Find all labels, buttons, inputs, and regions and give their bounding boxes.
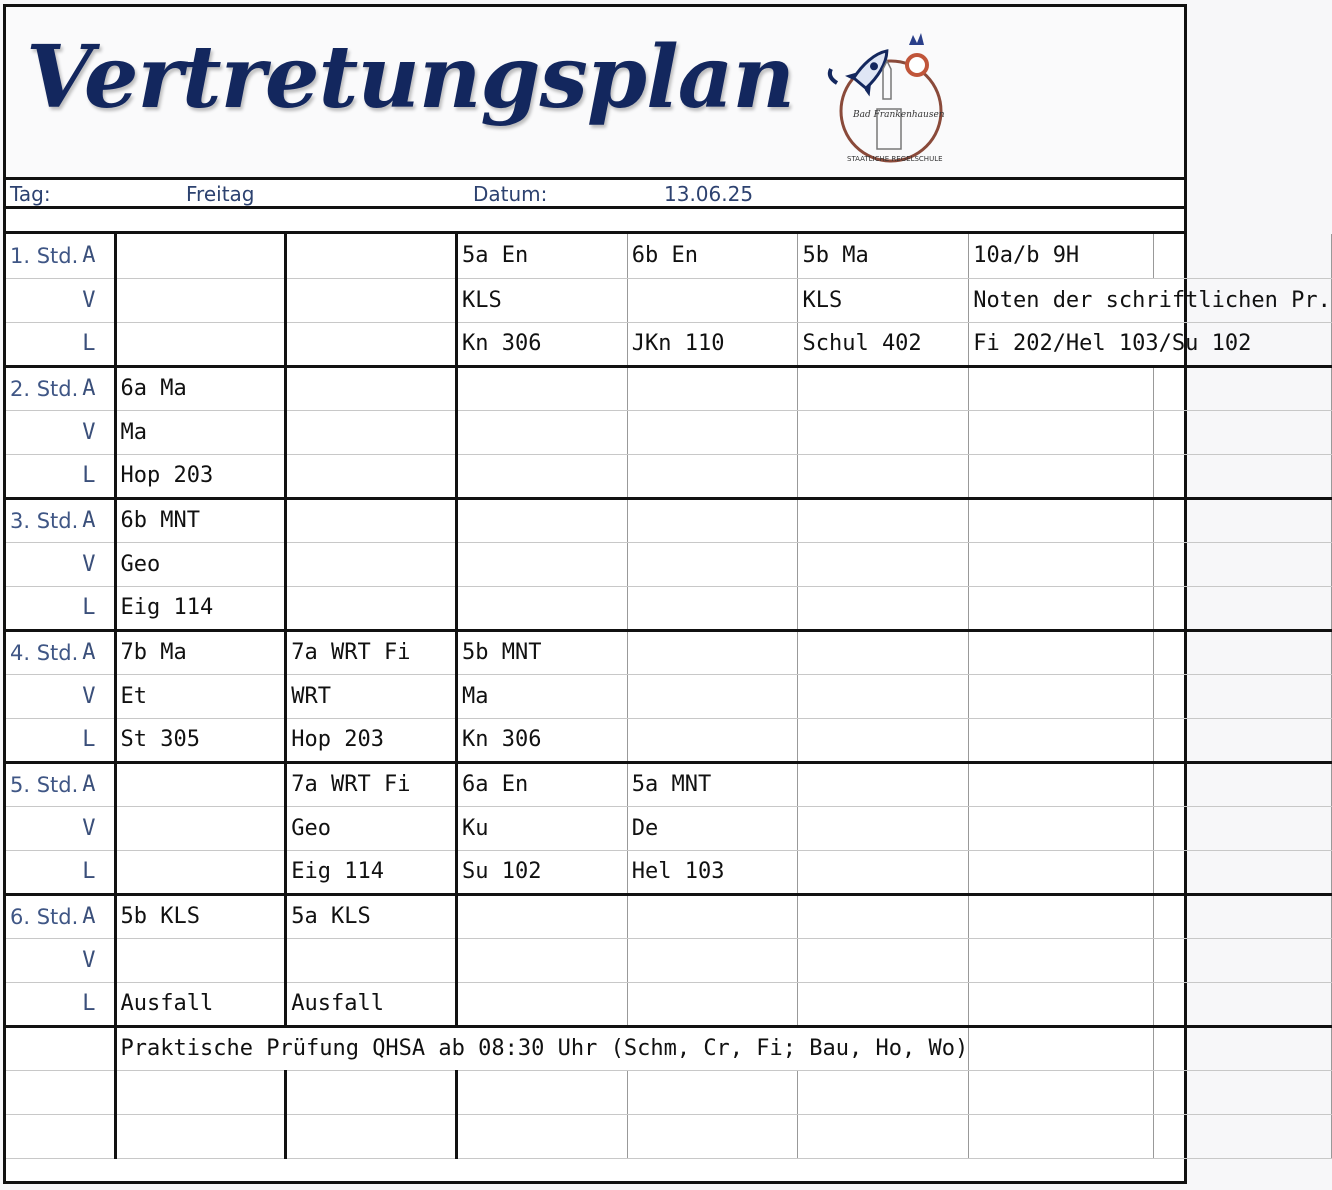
table-row: [6, 542, 1331, 586]
substitution-plan-sheet: [3, 4, 1331, 1184]
schedule-cell: [1154, 454, 1331, 498]
row-type-label: L: [78, 982, 115, 1026]
schedule-cell: [969, 586, 1154, 630]
row-type-label: V: [78, 410, 115, 454]
schedule-cell: 5b Ma: [798, 234, 969, 278]
table-row: [6, 630, 1331, 674]
schedule-cell: [115, 938, 286, 982]
empty-cell: [457, 1114, 628, 1158]
schedule-cell: [627, 278, 798, 322]
empty-cell: [1154, 1114, 1331, 1158]
schedule-cell: [969, 850, 1154, 894]
schedule-cell: [286, 542, 457, 586]
schedule-cell: [798, 850, 969, 894]
empty-cell: [969, 1114, 1154, 1158]
row-type-label: A: [78, 630, 115, 674]
empty-cell: [6, 1070, 115, 1114]
empty-cell: [457, 1070, 628, 1114]
schedule-cell: [969, 498, 1154, 542]
schedule-cell: 6a En: [457, 762, 628, 806]
schedule-cell: [115, 762, 286, 806]
schedule-cell: 7a WRT Fi: [286, 762, 457, 806]
schedule-cell: [457, 410, 628, 454]
empty-cell: [627, 1070, 798, 1114]
table-row: [6, 718, 1331, 762]
schedule-cell: KLS: [798, 278, 969, 322]
schedule-cell: [1154, 630, 1331, 674]
schedule-cell: [1154, 938, 1331, 982]
schedule-cell: [286, 366, 457, 410]
period-label: 4. Std.: [6, 630, 78, 674]
table-row: [6, 454, 1331, 498]
schedule-cell: [969, 542, 1154, 586]
schedule-cell: [1154, 498, 1331, 542]
table-row: [6, 762, 1331, 806]
schedule-cell: [457, 454, 628, 498]
schedule-cell: [969, 366, 1154, 410]
empty-cell: [969, 1026, 1154, 1070]
schedule-table: [6, 234, 1332, 1159]
empty-cell: [1154, 1070, 1331, 1114]
date-row: [6, 180, 1184, 209]
period-label: [6, 674, 78, 718]
period-label: 2. Std.: [6, 366, 78, 410]
period-label: [6, 806, 78, 850]
table-row: [6, 938, 1331, 982]
schedule-cell: [798, 410, 969, 454]
table-row: [6, 498, 1331, 542]
schedule-cell: [798, 894, 969, 938]
empty-cell: [798, 1114, 969, 1158]
schedule-cell: [627, 542, 798, 586]
schedule-cell: [115, 806, 286, 850]
schedule-cell: [1154, 234, 1331, 278]
schedule-cell: 5a MNT: [627, 762, 798, 806]
schedule-cell: [115, 234, 286, 278]
empty-cell: [798, 1070, 969, 1114]
schedule-cell: Ausfall: [286, 982, 457, 1026]
schedule-cell: [457, 542, 628, 586]
schedule-cell: [969, 762, 1154, 806]
schedule-cell: [286, 322, 457, 366]
row-type-label: L: [78, 850, 115, 894]
schedule-cell: [969, 410, 1154, 454]
header: [6, 7, 1184, 180]
schedule-cell: [627, 498, 798, 542]
exam-note: Praktische Prüfung QHSA ab 08:30 Uhr (Schm, Cr, Fi; Bau, Ho, Wo): [115, 1026, 969, 1070]
schedule-cell: KLS: [457, 278, 628, 322]
schedule-cell: [798, 586, 969, 630]
logo-text-top: Bad Frankenhausen: [853, 110, 945, 120]
schedule-cell: [286, 278, 457, 322]
period-label: [6, 718, 78, 762]
table-row: [6, 1026, 1331, 1070]
row-type-label: V: [78, 674, 115, 718]
table-row: [6, 278, 1331, 322]
schedule-cell: [1154, 542, 1331, 586]
period-label: [6, 454, 78, 498]
schedule-cell: Hop 203: [286, 718, 457, 762]
schedule-cell: 5b KLS: [115, 894, 286, 938]
period-label: [6, 410, 78, 454]
row-type-label: L: [78, 718, 115, 762]
spacer-row: [6, 209, 1184, 234]
row-type-label: A: [78, 366, 115, 410]
period-label: [6, 542, 78, 586]
empty-cell: [969, 1070, 1154, 1114]
schedule-cell: [286, 498, 457, 542]
schedule-cell: [457, 586, 628, 630]
schedule-cell: [798, 498, 969, 542]
period-label: [6, 982, 78, 1026]
schedule-cell: 5a KLS: [286, 894, 457, 938]
schedule-cell: [798, 674, 969, 718]
schedule-cell: [798, 806, 969, 850]
schedule-cell: [798, 542, 969, 586]
schedule-cell: [627, 630, 798, 674]
schedule-cell: [1154, 674, 1331, 718]
empty-cell: [6, 1114, 115, 1158]
row-type-label: L: [78, 322, 115, 366]
schedule-cell: [627, 982, 798, 1026]
schedule-cell: Hel 103: [627, 850, 798, 894]
schedule-cell: [627, 410, 798, 454]
table-row: [6, 586, 1331, 630]
schedule-cell: [457, 894, 628, 938]
schedule-cell: [1154, 410, 1331, 454]
schedule-cell: [969, 454, 1154, 498]
schedule-cell: [969, 718, 1154, 762]
row-type-label: V: [78, 278, 115, 322]
schedule-cell: 6b MNT: [115, 498, 286, 542]
schedule-cell: Kn 306: [457, 718, 628, 762]
date-value: 13.06.25: [664, 182, 754, 206]
schedule-cell: Ma: [457, 674, 628, 718]
row-type-label: V: [78, 542, 115, 586]
schedule-cell: [627, 366, 798, 410]
schedule-cell: [286, 410, 457, 454]
table-row: [6, 850, 1331, 894]
empty-cell: [115, 1070, 286, 1114]
page-title: Vertretungsplan: [26, 27, 794, 128]
schedule-cell: [969, 894, 1154, 938]
schedule-cell: [1154, 718, 1331, 762]
schedule-cell: [627, 586, 798, 630]
schedule-cell: [969, 938, 1154, 982]
schedule-cell: Hop 203: [115, 454, 286, 498]
table-row: [6, 366, 1331, 410]
table-row: [6, 894, 1331, 938]
schedule-cell: [627, 894, 798, 938]
schedule-cell: [627, 454, 798, 498]
schedule-cell: [457, 938, 628, 982]
period-label: 5. Std.: [6, 762, 78, 806]
schedule-cell: [969, 806, 1154, 850]
schedule-cell: [627, 938, 798, 982]
schedule-cell: [1154, 762, 1331, 806]
row-type-label: V: [78, 806, 115, 850]
schedule-cell: [1154, 806, 1331, 850]
schedule-cell: Ku: [457, 806, 628, 850]
schedule-cell: [286, 938, 457, 982]
table-row: [6, 1070, 1331, 1114]
row-type-label: L: [78, 454, 115, 498]
table-row: [6, 982, 1331, 1026]
schedule-cell: [1154, 894, 1331, 938]
empty-cell: [115, 1114, 286, 1158]
schedule-cell: 7b Ma: [115, 630, 286, 674]
schedule-cell: 5b MNT: [457, 630, 628, 674]
schedule-cell: [1154, 366, 1331, 410]
schedule-cell: [1154, 586, 1331, 630]
logo-text-ring: STAATLICHE REGELSCHULE: [847, 155, 943, 163]
period-label: 6. Std.: [6, 894, 78, 938]
schedule-cell: Su 102: [457, 850, 628, 894]
schedule-cell: JKn 110: [627, 322, 798, 366]
schedule-cell: De: [627, 806, 798, 850]
schedule-cell: [286, 454, 457, 498]
period-label: 1. Std.: [6, 234, 78, 278]
row-type-label: L: [78, 586, 115, 630]
row-type-label: A: [78, 894, 115, 938]
schedule-cell: [969, 630, 1154, 674]
period-label: [6, 322, 78, 366]
schedule-cell: 7a WRT Fi: [286, 630, 457, 674]
schedule-cell: [969, 674, 1154, 718]
schedule-cell: Fi 202/Hel 103/Su 102: [969, 322, 1332, 366]
schedule-cell: Eig 114: [286, 850, 457, 894]
schedule-cell: Et: [115, 674, 286, 718]
schedule-cell: [798, 454, 969, 498]
schedule-cell: Eig 114: [115, 586, 286, 630]
schedule-cell: [1154, 982, 1331, 1026]
period-label: [6, 850, 78, 894]
date-label: Datum:: [473, 182, 548, 206]
schedule-cell: Kn 306: [457, 322, 628, 366]
empty-cell: [286, 1114, 457, 1158]
table-row: [6, 410, 1331, 454]
schedule-cell: 6a Ma: [115, 366, 286, 410]
schedule-cell: [798, 982, 969, 1026]
schedule-cell: [457, 366, 628, 410]
row-type-label: A: [78, 234, 115, 278]
schedule-cell: Geo: [286, 806, 457, 850]
day-label: Tag:: [10, 182, 51, 206]
schedule-cell: Geo: [115, 542, 286, 586]
schedule-cell: Ma: [115, 410, 286, 454]
period-label: [6, 278, 78, 322]
empty-cell: [627, 1114, 798, 1158]
table-row: [6, 1114, 1331, 1158]
schedule-cell: Ausfall: [115, 982, 286, 1026]
row-type-label: A: [78, 762, 115, 806]
schedule-cell: [457, 982, 628, 1026]
table-row: [6, 806, 1331, 850]
schedule-cell: [1154, 850, 1331, 894]
schedule-cell: Noten der schriftlichen Pr.: [969, 278, 1332, 322]
period-label: 3. Std.: [6, 498, 78, 542]
schedule-cell: [969, 982, 1154, 1026]
empty-cell: [6, 1026, 115, 1070]
day-value: Freitag: [186, 182, 255, 206]
table-row: [6, 234, 1331, 278]
schedule-cell: [115, 322, 286, 366]
period-label: [6, 586, 78, 630]
empty-cell: [286, 1070, 457, 1114]
table-row: [6, 674, 1331, 718]
schedule-cell: [627, 674, 798, 718]
period-label: [6, 938, 78, 982]
schedule-cell: [286, 234, 457, 278]
empty-cell: [1154, 1026, 1331, 1070]
schedule-cell: [798, 762, 969, 806]
schedule-cell: [798, 366, 969, 410]
row-type-label: V: [78, 938, 115, 982]
schedule-cell: [115, 850, 286, 894]
schedule-cell: WRT: [286, 674, 457, 718]
schedule-cell: [457, 498, 628, 542]
schedule-cell: [627, 718, 798, 762]
schedule-cell: 6b En: [627, 234, 798, 278]
schedule-cell: Schul 402: [798, 322, 969, 366]
schedule-cell: 5a En: [457, 234, 628, 278]
schedule-cell: 10a/b 9H: [969, 234, 1154, 278]
schedule-cell: [286, 586, 457, 630]
schedule-cell: [115, 278, 286, 322]
row-type-label: A: [78, 498, 115, 542]
schedule-cell: St 305: [115, 718, 286, 762]
table-row: [6, 322, 1331, 366]
schedule-cell: [798, 630, 969, 674]
schedule-cell: [798, 938, 969, 982]
schedule-cell: [798, 718, 969, 762]
rocket-logo-icon: [821, 29, 951, 167]
